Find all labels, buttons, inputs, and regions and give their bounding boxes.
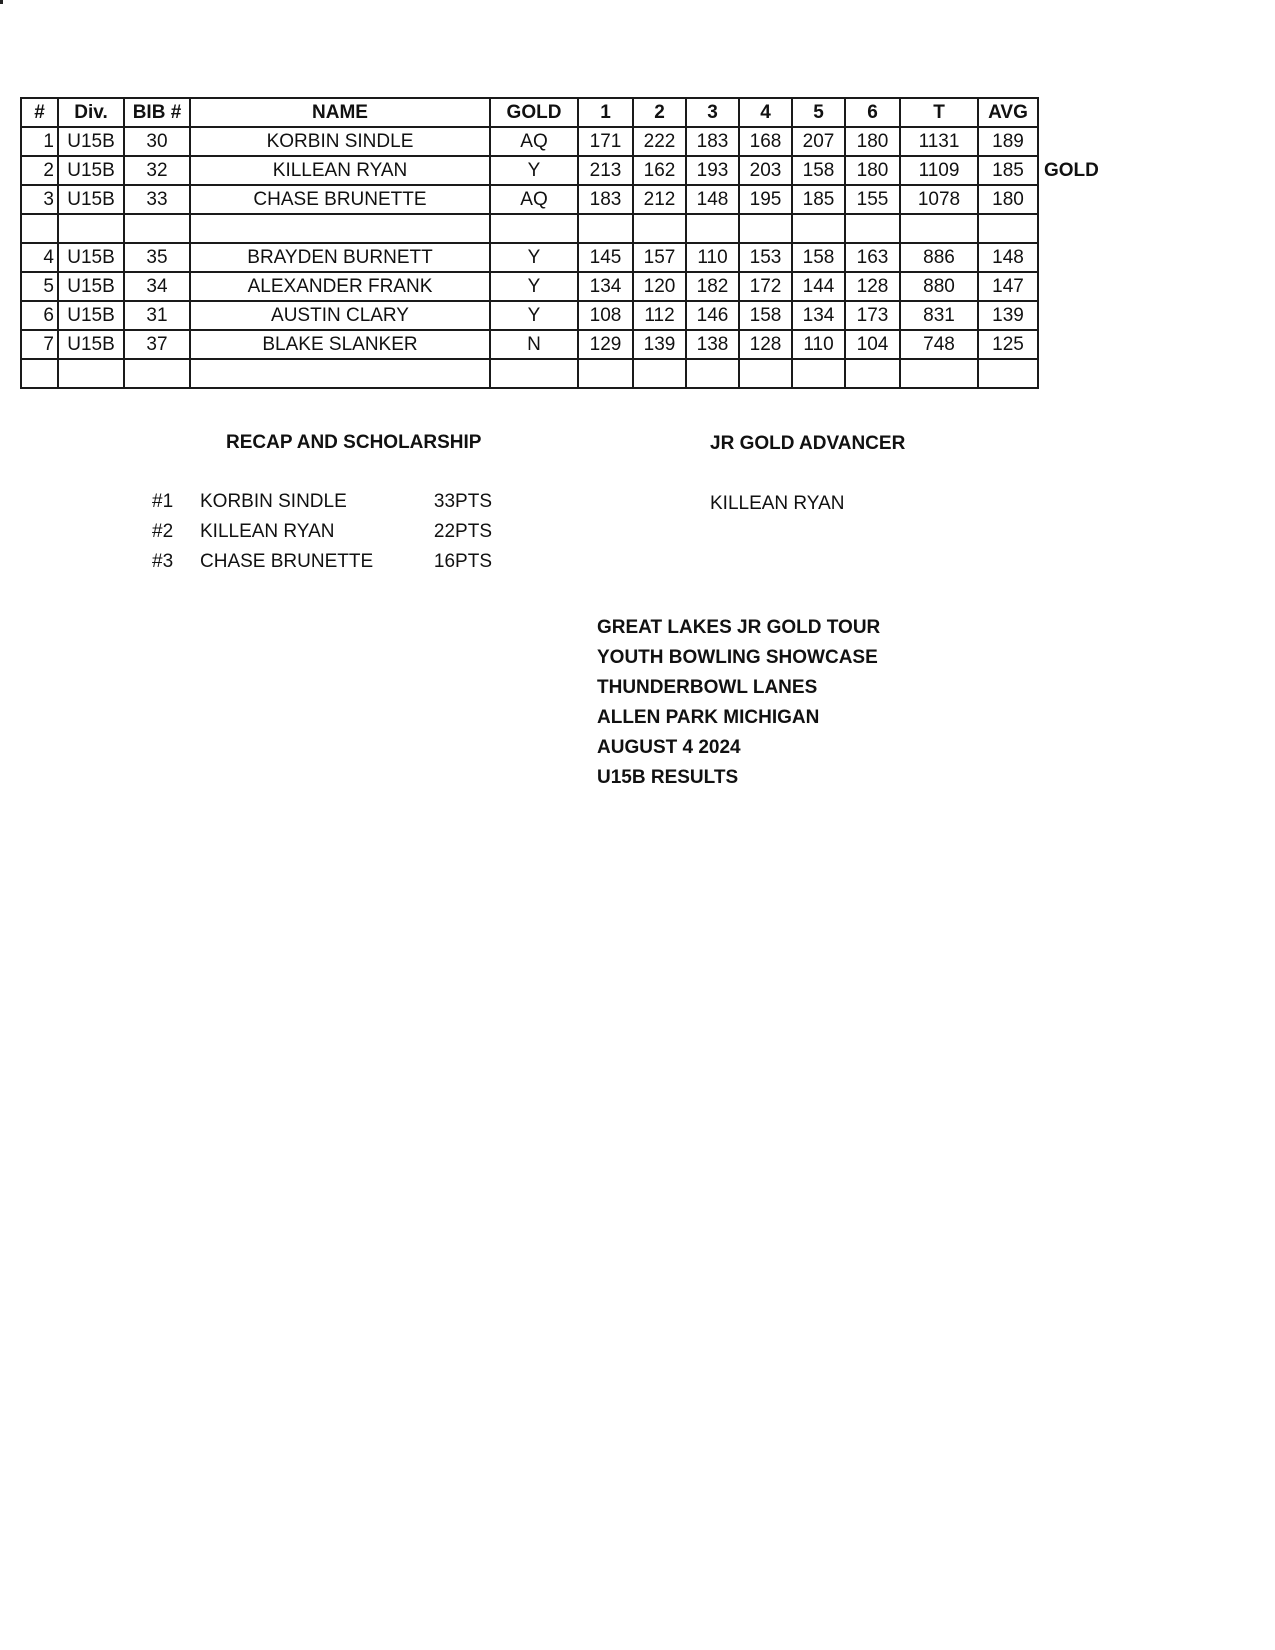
cell-game-1: 213 — [578, 156, 633, 185]
cell-average: 148 — [978, 243, 1038, 272]
cell-total: 831 — [900, 301, 978, 330]
cell-bib: 32 — [124, 156, 190, 185]
cell-gold: Y — [490, 156, 578, 185]
cell-game-4: 195 — [739, 185, 792, 214]
table-row — [21, 359, 1101, 388]
cell-game-3: 193 — [686, 156, 739, 185]
cell-name: KILLEAN RYAN — [190, 156, 490, 185]
cell-division: U15B — [58, 185, 124, 214]
cell-division — [58, 359, 124, 388]
cell-name: BLAKE SLANKER — [190, 330, 490, 359]
cell-total: 1131 — [900, 127, 978, 156]
cell-game-6 — [845, 214, 900, 243]
cell-total: 1078 — [900, 185, 978, 214]
recap-points: 16PTS — [433, 551, 492, 572]
cell-note — [1038, 127, 1101, 156]
results-table — [20, 97, 1102, 389]
cell-note — [1038, 185, 1101, 214]
cell-bib: 35 — [124, 243, 190, 272]
cell-game-1: 108 — [578, 301, 633, 330]
table-header-row — [21, 98, 1101, 127]
cell-game-5: 207 — [792, 127, 845, 156]
cell-game-5 — [792, 359, 845, 388]
event-info-line: ALLEN PARK MICHIGAN — [597, 707, 820, 728]
cell-average: 125 — [978, 330, 1038, 359]
cell-note — [1038, 214, 1101, 243]
recap-rank: #1 — [152, 491, 174, 512]
cell-rank — [21, 359, 58, 388]
cell-game-3: 110 — [686, 243, 739, 272]
cell-game-4: 153 — [739, 243, 792, 272]
recap-name: KILLEAN RYAN — [200, 521, 335, 542]
header-name: NAME — [190, 98, 490, 127]
cell-name: CHASE BRUNETTE — [190, 185, 490, 214]
cell-note — [1038, 359, 1101, 388]
cell-average: 139 — [978, 301, 1038, 330]
cell-rank: 1 — [21, 127, 58, 156]
header-total: T — [900, 98, 978, 127]
cell-note — [1038, 243, 1101, 272]
cell-note — [1038, 330, 1101, 359]
table-row — [21, 272, 1101, 301]
cell-game-2: 157 — [633, 243, 686, 272]
cell-game-4: 172 — [739, 272, 792, 301]
table-row — [21, 156, 1101, 185]
cell-name: ALEXANDER FRANK — [190, 272, 490, 301]
cell-game-3: 148 — [686, 185, 739, 214]
cell-game-3 — [686, 359, 739, 388]
cell-game-2: 162 — [633, 156, 686, 185]
recap-rank: #3 — [152, 551, 174, 572]
cell-average — [978, 359, 1038, 388]
results-table-body — [21, 127, 1101, 388]
header-game-3: 3 — [686, 98, 739, 127]
cell-game-2: 222 — [633, 127, 686, 156]
cell-game-5: 158 — [792, 156, 845, 185]
cell-rank: 5 — [21, 272, 58, 301]
header-gold: GOLD — [490, 98, 578, 127]
recap-points: 22PTS — [433, 521, 492, 542]
cell-game-2 — [633, 214, 686, 243]
header-game-5: 5 — [792, 98, 845, 127]
cell-game-6: 155 — [845, 185, 900, 214]
cell-note — [1038, 272, 1101, 301]
table-row — [21, 301, 1101, 330]
cell-gold: AQ — [490, 127, 578, 156]
cell-game-5: 110 — [792, 330, 845, 359]
cell-total — [900, 214, 978, 243]
cell-game-4: 128 — [739, 330, 792, 359]
table-row — [21, 127, 1101, 156]
cell-gold: Y — [490, 301, 578, 330]
table-row — [21, 330, 1101, 359]
cell-game-4 — [739, 359, 792, 388]
cell-game-5: 185 — [792, 185, 845, 214]
header-game-4: 4 — [739, 98, 792, 127]
cell-division: U15B — [58, 272, 124, 301]
recap-name: KORBIN SINDLE — [200, 491, 347, 512]
cell-total: 886 — [900, 243, 978, 272]
cell-rank: 6 — [21, 301, 58, 330]
cell-game-5: 134 — [792, 301, 845, 330]
cell-gold: Y — [490, 243, 578, 272]
cell-game-3: 138 — [686, 330, 739, 359]
cell-gold — [490, 214, 578, 243]
cell-bib: 34 — [124, 272, 190, 301]
header-division: Div. — [58, 98, 124, 127]
cell-game-6: 104 — [845, 330, 900, 359]
cell-game-2: 212 — [633, 185, 686, 214]
cell-game-6: 128 — [845, 272, 900, 301]
cell-gold: Y — [490, 272, 578, 301]
cell-division: U15B — [58, 156, 124, 185]
cell-game-3: 146 — [686, 301, 739, 330]
cell-average: 147 — [978, 272, 1038, 301]
cell-division: U15B — [58, 330, 124, 359]
header-game-6: 6 — [845, 98, 900, 127]
recap-points: 33PTS — [433, 491, 492, 512]
cell-game-4: 158 — [739, 301, 792, 330]
cell-game-2: 139 — [633, 330, 686, 359]
cell-bib: 33 — [124, 185, 190, 214]
cell-game-1 — [578, 359, 633, 388]
cell-name — [190, 214, 490, 243]
cell-game-4 — [739, 214, 792, 243]
cell-game-6 — [845, 359, 900, 388]
cell-total: 1109 — [900, 156, 978, 185]
cell-note — [1038, 301, 1101, 330]
header-rank: # — [21, 98, 58, 127]
cell-bib: 30 — [124, 127, 190, 156]
cell-game-1: 171 — [578, 127, 633, 156]
cell-name — [190, 359, 490, 388]
recap-rank: #2 — [152, 521, 174, 542]
event-info-line: AUGUST 4 2024 — [597, 737, 741, 758]
cell-game-6: 163 — [845, 243, 900, 272]
event-info-line: GREAT LAKES JR GOLD TOUR — [597, 617, 881, 638]
cell-name: KORBIN SINDLE — [190, 127, 490, 156]
table-row — [21, 243, 1101, 272]
cell-game-4: 203 — [739, 156, 792, 185]
cell-rank: 3 — [21, 185, 58, 214]
cell-game-2: 120 — [633, 272, 686, 301]
cell-gold: AQ — [490, 185, 578, 214]
cell-game-5 — [792, 214, 845, 243]
cell-division: U15B — [58, 127, 124, 156]
cell-rank: 2 — [21, 156, 58, 185]
header-game-2: 2 — [633, 98, 686, 127]
cell-bib: 31 — [124, 301, 190, 330]
cell-total: 880 — [900, 272, 978, 301]
cell-bib — [124, 214, 190, 243]
cell-average — [978, 214, 1038, 243]
event-info-line: YOUTH BOWLING SHOWCASE — [597, 647, 878, 668]
cell-total: 748 — [900, 330, 978, 359]
cell-average: 185 — [978, 156, 1038, 185]
cell-game-6: 173 — [845, 301, 900, 330]
cell-game-2: 112 — [633, 301, 686, 330]
cell-division: U15B — [58, 301, 124, 330]
cell-game-6: 180 — [845, 127, 900, 156]
recap-title: RECAP AND SCHOLARSHIP — [226, 432, 482, 453]
event-info-line: U15B RESULTS — [597, 767, 739, 788]
recap-name: CHASE BRUNETTE — [200, 551, 374, 572]
cell-name: AUSTIN CLARY — [190, 301, 490, 330]
cell-game-3 — [686, 214, 739, 243]
header-notes-spacer — [1038, 98, 1101, 127]
cell-game-4: 168 — [739, 127, 792, 156]
cell-rank: 7 — [21, 330, 58, 359]
cell-average: 180 — [978, 185, 1038, 214]
event-info-line: THUNDERBOWL LANES — [597, 677, 818, 698]
cell-note: GOLD — [1044, 159, 1099, 181]
cell-game-1: 134 — [578, 272, 633, 301]
cell-bib: 37 — [124, 330, 190, 359]
cell-division — [58, 214, 124, 243]
header-bib: BIB # — [124, 98, 190, 127]
cell-game-1 — [578, 214, 633, 243]
table-row — [21, 185, 1101, 214]
cell-division: U15B — [58, 243, 124, 272]
scan-mark — [0, 0, 3, 4]
cell-total — [900, 359, 978, 388]
cell-game-2 — [633, 359, 686, 388]
header-game-1: 1 — [578, 98, 633, 127]
cell-bib — [124, 359, 190, 388]
advancer-title: JR GOLD ADVANCER — [710, 433, 906, 454]
cell-rank — [21, 214, 58, 243]
cell-rank: 4 — [21, 243, 58, 272]
cell-game-3: 182 — [686, 272, 739, 301]
cell-game-1: 183 — [578, 185, 633, 214]
event-info — [597, 613, 880, 793]
cell-game-5: 144 — [792, 272, 845, 301]
cell-gold — [490, 359, 578, 388]
cell-game-3: 183 — [686, 127, 739, 156]
cell-average: 189 — [978, 127, 1038, 156]
cell-game-1: 145 — [578, 243, 633, 272]
header-average: AVG — [978, 98, 1038, 127]
table-row — [21, 214, 1101, 243]
cell-name: BRAYDEN BURNETT — [190, 243, 490, 272]
cell-game-5: 158 — [792, 243, 845, 272]
cell-game-1: 129 — [578, 330, 633, 359]
advancer-name: KILLEAN RYAN — [710, 493, 845, 514]
cell-gold: N — [490, 330, 578, 359]
cell-game-6: 180 — [845, 156, 900, 185]
